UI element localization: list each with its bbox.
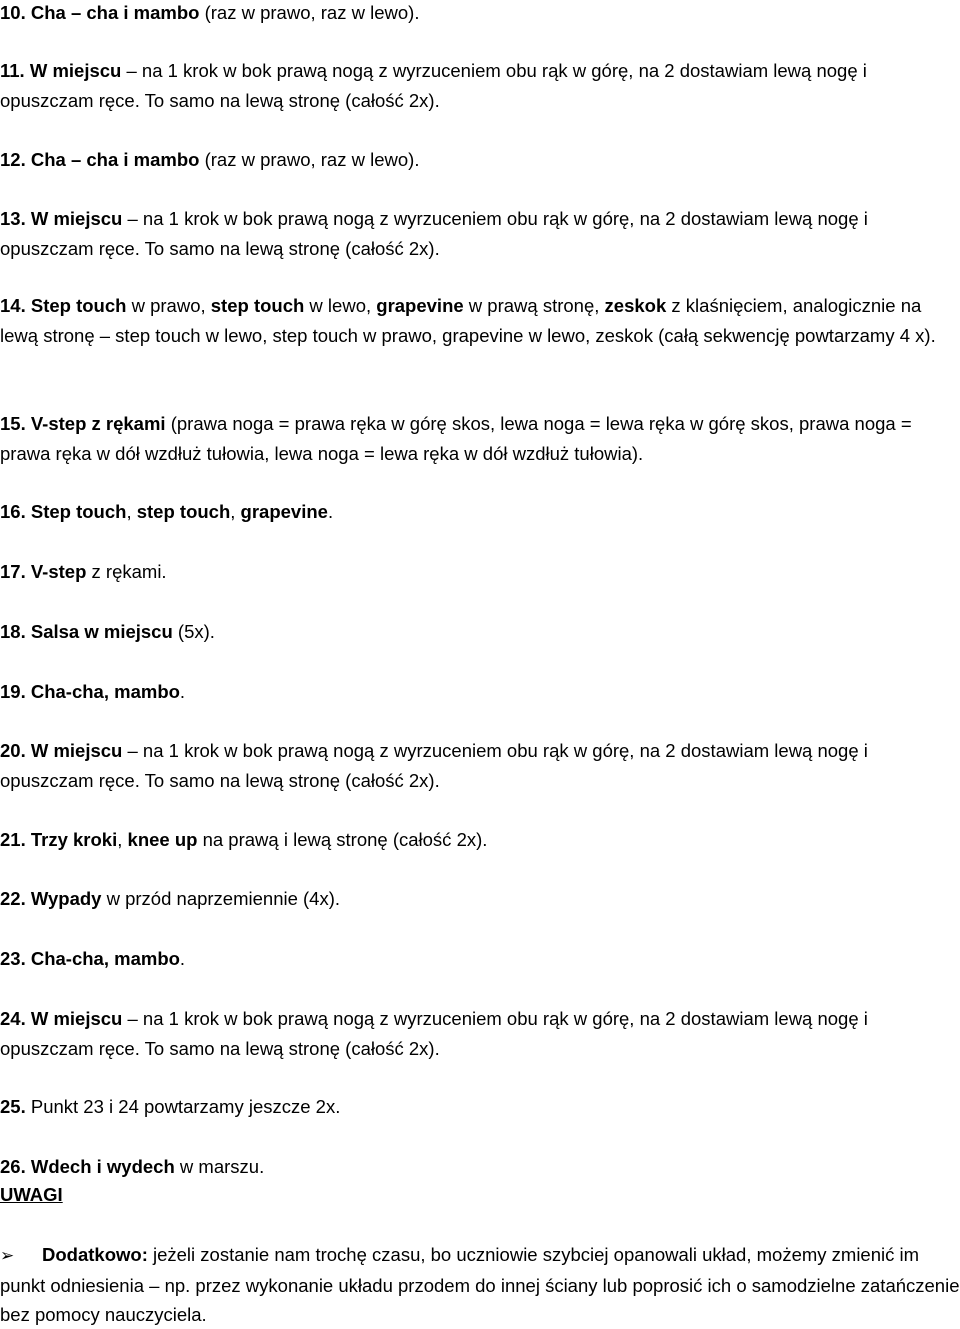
item-text: Step touch [30,501,127,522]
item-text: grapevine [240,501,328,522]
item-text: , [230,501,241,522]
item-text: w prawą stronę, [463,295,605,316]
item-text: Step touch [30,295,127,316]
item-text: , [117,829,128,850]
item-text: step touch [210,295,305,316]
list-item-18 [0,617,960,647]
list-item-21 [0,825,960,855]
list-item-19 [0,677,960,707]
item-number: 10. [0,2,26,23]
item-text: w lewo, [304,295,377,316]
note-paragraph [0,1240,960,1329]
item-text: (raz w prawo, raz w lewo). [199,2,420,23]
item-text: – na 1 krok w bok prawą nogą z wyrzuceniem obu rąk w górę, na 2 dostawiam lewą nogę i opuszczam ręce. To samo na lewą stronę (całość 2x). [0,208,868,259]
item-text: grapevine [376,295,464,316]
item-text: (raz w prawo, raz w lewo). [199,149,420,170]
item-number: 13. [0,208,26,229]
item-number: 14. [0,295,26,316]
item-text: Cha-cha, mambo [30,681,180,702]
item-number: 25. [0,1096,26,1117]
item-number: 11. [0,60,25,81]
item-number: 15. [0,413,26,434]
list-item-20 [0,736,960,795]
item-text: Cha-cha, mambo [30,948,180,969]
item-number: 23. [0,948,26,969]
list-item-14 [0,291,960,350]
item-text: Wdech i wydech [30,1156,175,1177]
item-text: Cha – cha i mambo [30,2,200,23]
item-text: z klaśnięciem, analogicznie na lewą stronę – step touch w lewo, step touch w prawo, grapevine w lewo, zeskok (całą sekwencję powtarzamy 4 x). [0,295,936,346]
item-text: step touch [136,501,231,522]
item-number: 26. [0,1156,26,1177]
item-text: w przód naprzemiennie (4x). [101,888,341,909]
item-number: 18. [0,621,26,642]
item-text: Wypady [30,888,102,909]
item-text: – na 1 krok w bok prawą nogą z wyrzuceniem obu rąk w górę, na 2 dostawiam lewą nogę i opuszczam ręce. To samo na lewą stronę (całość 2x). [0,1008,868,1059]
item-text: zeskok [604,295,667,316]
item-text: , [126,501,137,522]
list-item-23 [0,944,960,974]
item-text: . [179,948,186,969]
item-number: 19. [0,681,26,702]
item-text: W miejscu [30,1008,123,1029]
item-number: 17. [0,561,26,582]
item-number: 12. [0,149,26,170]
item-text: (prawa noga = prawa ręka w górę skos, lewa noga = lewa ręka w górę skos, prawa noga = prawa ręka w dół wzdłuż tułowia, lewa noga = lewa ręka w dół wzdłuż tułowia). [0,413,912,464]
item-text: W miejscu [29,60,122,81]
list-item-22 [0,884,960,914]
item-text: Punkt 23 i 24 powtarzamy jeszcze 2x. [30,1096,341,1117]
item-text: z rękami. [86,561,167,582]
item-text: Salsa w miejscu [30,621,173,642]
item-number: 24. [0,1008,26,1029]
item-text: – na 1 krok w bok prawą nogą z wyrzuceniem obu rąk w górę, na 2 dostawiam lewą nogę i opuszczam ręce. To samo na lewą stronę (całość 2x). [0,740,868,791]
item-text: V-step [30,561,87,582]
item-number: 21. [0,829,26,850]
item-text: Cha – cha i mambo [30,149,200,170]
list-item-26 [0,1152,960,1182]
item-text: na prawą i lewą stronę (całość 2x). [197,829,488,850]
item-text: w marszu. [174,1156,265,1177]
item-text: W miejscu [30,740,123,761]
item-text: . [327,501,334,522]
list-item-24 [0,1004,960,1063]
list-item-25 [0,1092,960,1122]
item-text: – na 1 krok w bok prawą nogą z wyrzuceniem obu rąk w górę, na 2 dostawiam lewą nogę i opuszczam ręce. To samo na lewą stronę (całość 2x). [0,60,867,111]
list-item-12 [0,145,960,175]
list-item-10 [0,0,960,28]
note-text: jeżeli zostanie nam trochę czasu, bo uczniowie szybciej opanowali układ, możemy zmienić im punkt odniesienia – np. przez wykonanie układu przodem do innej ściany lub poprosić ich o samodzielne zatańczenie bez pomocy nauczyciela. [0,1244,960,1325]
item-number: 20. [0,740,26,761]
uwagi-heading: UWAGI [0,1184,63,1205]
item-number: 16. [0,501,26,522]
list-item-15 [0,409,960,468]
item-text: V-step z rękami [30,413,166,434]
arrow-bullet-icon: ➢ [0,1246,15,1266]
item-text: (5x). [172,621,215,642]
list-item-11 [0,56,960,115]
item-text: . [179,681,186,702]
item-number: 22. [0,888,26,909]
list-item-13 [0,204,960,263]
list-item-16 [0,497,960,527]
item-text: Trzy kroki [30,829,118,850]
item-text: w prawo, [126,295,211,316]
item-text: W miejscu [30,208,123,229]
note-label: Dodatkowo: [42,1244,148,1265]
list-item-17 [0,557,960,587]
item-text: knee up [127,829,198,850]
